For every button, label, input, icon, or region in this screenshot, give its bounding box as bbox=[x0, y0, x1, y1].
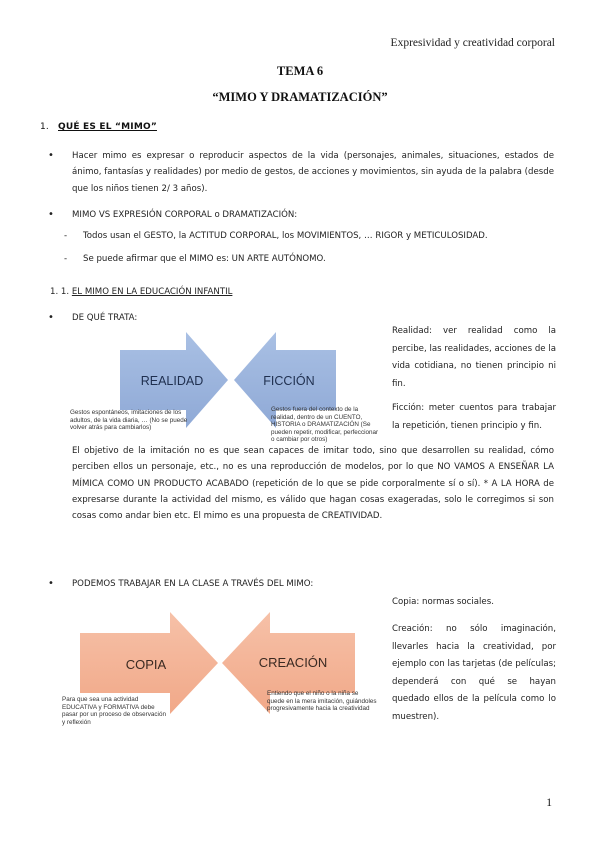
section-1-1-heading bbox=[50, 287, 232, 297]
ficcion-label: FICCIÓN bbox=[263, 374, 315, 388]
realidad-explanation: Realidad: ver realidad como la percibe, las realidades, acciones de la vida cotidiana, no tienen principio ni fin. bbox=[392, 326, 556, 389]
topic-number: TEMA 6 bbox=[276, 64, 324, 78]
section-1-label: QUÉ ES EL “MIMO” bbox=[58, 122, 157, 132]
de-que-trata-heading: DE QUÉ TRATA: bbox=[72, 313, 138, 323]
section-1-heading bbox=[40, 122, 157, 132]
section-1-number: 1. bbox=[40, 122, 49, 132]
bullet-dot: • bbox=[48, 578, 54, 589]
realidad-label: REALIDAD bbox=[140, 374, 204, 388]
dash-item-text: Todos usan el GESTO, la ACTITUD CORPORAL, los MOVIMIENTOS, … RIGOR y METICULOSIDAD. bbox=[83, 231, 488, 241]
creacion-caption: Entiendo que el niño o la niña se quede en la mera imitación, guiándoles progresivamente hacia la creatividad bbox=[267, 690, 377, 713]
creacion-explanation: Creación: no sólo imaginación, llevarles hacia la creatividad, por ejemplo con las tarjetas (de películas; dependerá con qué se hayan quedado ellos de la película como lo muestren). bbox=[392, 624, 556, 722]
copia-explanation: Copia: normas sociales. bbox=[392, 597, 494, 607]
copia-label: COPIA bbox=[125, 657, 167, 672]
podemos-trabajar-heading: PODEMOS TRABAJAR EN LA CLASE A TRAVÉS DEL MIMO: bbox=[72, 579, 314, 589]
dash-item: - Todos usan el GESTO, la ACTITUD CORPORAL, los MOVIMIENTOS, … RIGOR y METICULOSIDAD. bbox=[64, 231, 488, 241]
dash-item: - Se puede afirmar que el MIMO es: UN ARTE AUTÓNOMO. bbox=[64, 254, 326, 264]
ficcion-caption: Gestos fuera del contexto de la realidad, dentro de un CUENTO, HISTORIA o DRAMATIZACIÓN (Se pueden repetir, modificar, perfeccionar o cambiar por otros) bbox=[271, 406, 379, 444]
mimo-vs-heading: MIMO VS EXPRESIÓN CORPORAL o DRAMATIZACIÓN: bbox=[72, 210, 298, 220]
bullet-dot: • bbox=[48, 150, 54, 161]
bullet-dot: • bbox=[48, 312, 54, 323]
realidad-caption: Gestos espontáneos, imitaciones de los adultos, de la vida diaria, … (No se puede volver atrás para cambiarlos) bbox=[70, 409, 188, 432]
dash-item-text: Se puede afirmar que el MIMO es: UN ARTE AUTÓNOMO. bbox=[83, 254, 326, 264]
running-header: Expresividad y creatividad corporal bbox=[390, 37, 555, 49]
objetivo-paragraph: El objetivo de la imitación no es que sean capaces de imitar todo, sino que desarrollen su realidad, cómo perciben ellos un personaje, etc., no es una reproducción de modelos, por lo que NO VAMOS A ENSEÑAR LA MÍMICA COMO UN PRODUCTO ACABADO (repetición de lo que se pide corporalmente sí o sí). * A LA HORA de expresarse durante la actividad del mismo, es válido que hagan cosas exageradas, solo le corregimos si son cosas como andar bien etc. El mimo es una propuesta de CREATIVIDAD. bbox=[72, 446, 554, 522]
creacion-label: CREACIÓN bbox=[258, 655, 328, 670]
mimo-definition: Hacer mimo es expresar o reproducir aspectos de la vida (personajes, animales, situaciones, estados de ánimo, fantasías y realidades) por medio de gestos, de acciones y movimientos, sin ayuda de la palabra (desde que los niños tienen 2/ 3 años). bbox=[72, 151, 554, 194]
topic-title: “MIMO Y DRAMATIZACIÓN” bbox=[212, 90, 388, 104]
ficcion-explanation: Ficción: meter cuentos para trabajar la repetición, tienen principio y fin. bbox=[392, 403, 556, 431]
section-1-1-number: 1. 1. bbox=[50, 287, 70, 297]
page-number: 1 bbox=[546, 797, 552, 809]
bullet-dot: • bbox=[48, 209, 54, 220]
section-1-1-label: EL MIMO EN LA EDUCACIÓN INFANTIL bbox=[71, 287, 233, 297]
copia-caption: Para que sea una actividad EDUCATIVA y FORMATIVA debe pasar por un proceso de observación y reflexión bbox=[62, 696, 166, 726]
